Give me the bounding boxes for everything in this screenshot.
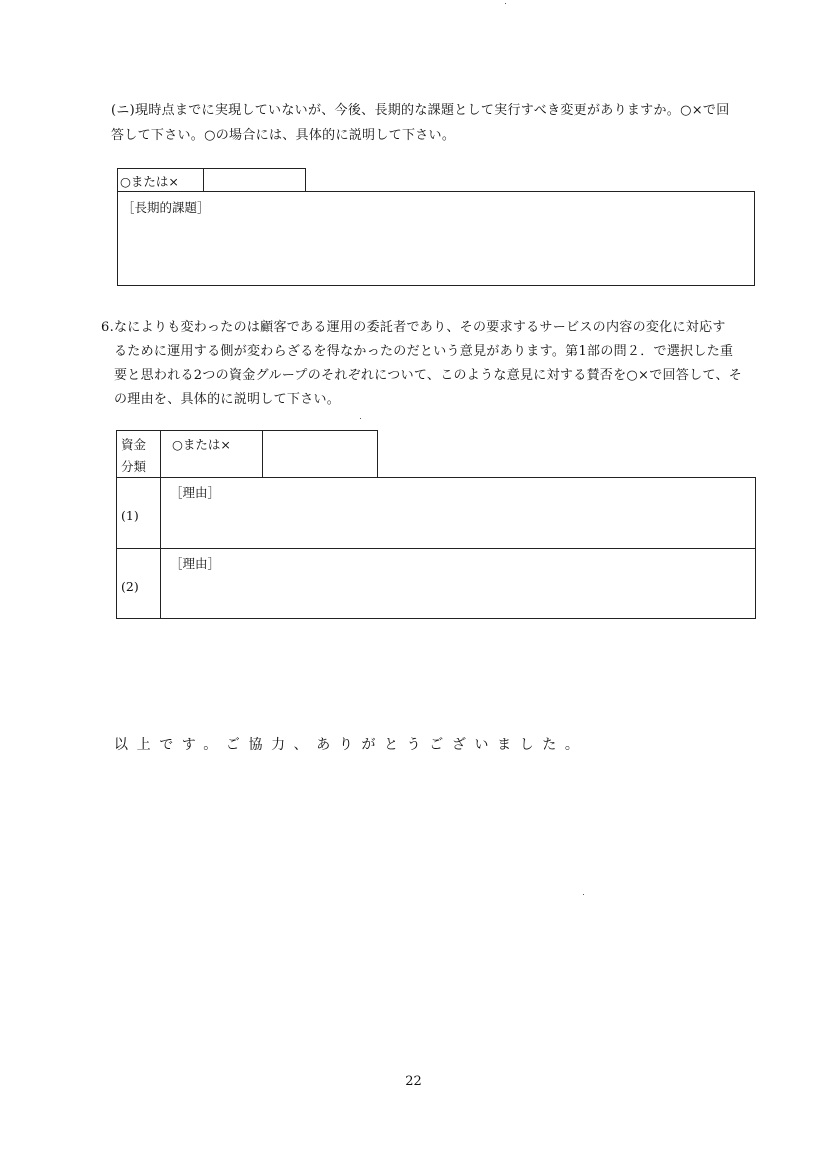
q5-answer-label: ○または× xyxy=(120,174,179,189)
scan-speck xyxy=(360,418,361,419)
q6-row-1-label: (1) xyxy=(121,508,139,523)
q6-text-line2: るために運用する側が変わらざるを得なかったのだという意見があります。第1部の問２．で選択した重 xyxy=(114,344,734,359)
long-term-issue-box[interactable] xyxy=(117,191,755,286)
q6-row-2-reason-label: ［理由］ xyxy=(170,556,221,571)
q6-row-2-reason-field[interactable] xyxy=(164,574,752,615)
q6-answer-header: ○または× xyxy=(172,437,231,452)
q6-text-line1: 6.なによりも変わったのは顧客である運用の委託者であり、その要求するサービスの内容の変化に対応す xyxy=(101,320,726,335)
q5-answer-field[interactable] xyxy=(207,170,303,190)
scan-speck xyxy=(583,894,584,895)
closing-message: 以上です。ご協力、ありがとうございました。 xyxy=(114,737,588,753)
page-number: 22 xyxy=(405,1074,422,1089)
q6-text-line3: 要と思われる2つの資金グループのそれぞれについて、このような意見に対する賛否を○×で回答して、そ xyxy=(114,368,743,383)
q6-answer-field[interactable] xyxy=(266,433,374,475)
q6-row-1-reason-field[interactable] xyxy=(164,503,752,545)
q6-header-divider-1 xyxy=(160,430,161,478)
scan-speck xyxy=(505,3,506,4)
fund-category-header-line1: 資金 xyxy=(121,437,147,452)
q6-text-line4: の理由を、具体的に説明して下さい。 xyxy=(114,392,341,407)
q6-row-1-reason-label: ［理由］ xyxy=(170,485,221,500)
q5-sub-text-line2: 答して下さい。○の場合には、具体的に説明して下さい。 xyxy=(111,128,456,143)
long-term-issue-label: ［長期的課題］ xyxy=(122,200,210,215)
fund-category-header-line2: 分類 xyxy=(121,459,147,474)
q5-answer-divider xyxy=(203,168,204,192)
q6-row-2-label: (2) xyxy=(121,579,139,594)
q6-row-2-divider xyxy=(160,548,161,619)
q5-sub-text-line1: (ニ)現時点までに実現していないが、今後、長期的な課題として実行すべき変更がありますか。○×で回 xyxy=(111,103,730,118)
q6-header-divider-2 xyxy=(262,430,263,478)
q6-row-1-divider xyxy=(160,477,161,549)
